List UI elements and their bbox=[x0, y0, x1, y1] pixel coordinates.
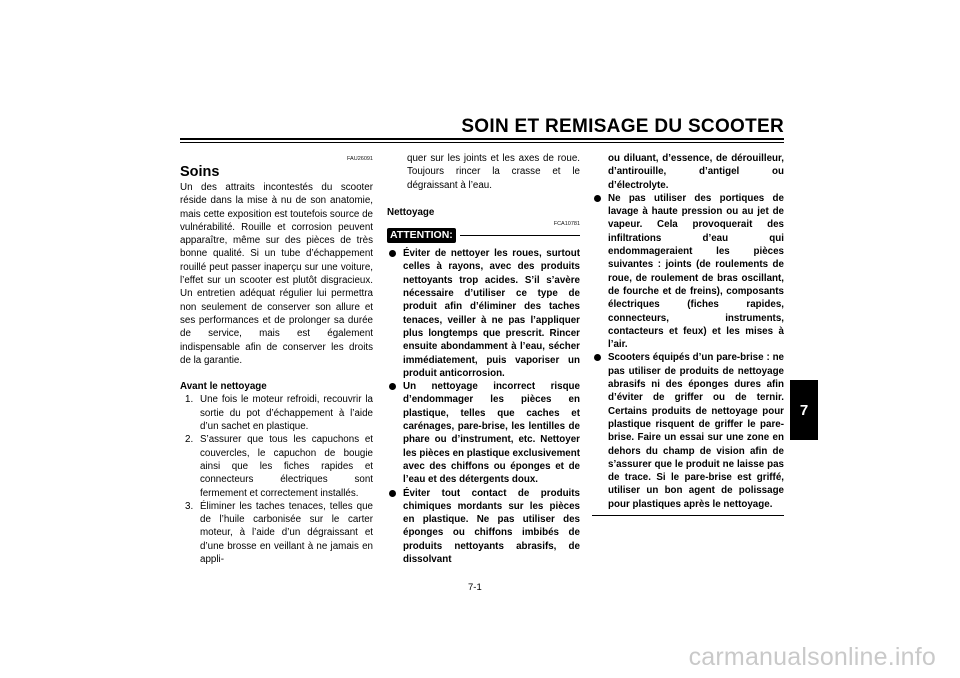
title-rule-thin bbox=[180, 142, 784, 143]
step-continuation: quer sur les joints et les axes de roue. Toujours rincer la crasse et le dégraissant à l’eau. bbox=[407, 153, 580, 191]
subheading-cleaning: Nettoyage bbox=[387, 206, 435, 218]
caution-code: FCA10781 bbox=[553, 221, 580, 228]
list-item: 3. Éliminer les taches tenaces, telles que de l’huile carbonisée sur le carter moteur, à l’aide d’un dégraissant et d’une brosse en veillant à ne jamais en appli- bbox=[185, 500, 373, 566]
bullet-icon bbox=[594, 354, 601, 361]
bullet-icon bbox=[389, 383, 396, 390]
bullet-icon bbox=[389, 250, 396, 257]
bullet-icon bbox=[389, 490, 396, 497]
column-3 bbox=[592, 152, 784, 516]
caution-list bbox=[387, 247, 580, 566]
attention-label: ATTENTION: bbox=[387, 228, 456, 243]
watermark: carmanualsonline.info bbox=[688, 643, 936, 671]
list-item: Éviter tout contact de produits chimiques mordants sur les pièces en plastique. Ne pas utiliser des éponges ou chiffons imbibés de produits nettoyants abrasifs, de dissolvant bbox=[387, 487, 580, 567]
attention-banner bbox=[387, 228, 580, 243]
list-item: Éviter de nettoyer les roues, surtout celles à rayons, avec des produits nettoyants trop acides. S’il s’avère nécessaire d’utiliser ce type de produit afin d’éliminer des taches tenaces, veiller à ne pas l’appliquer plus longtemps que prescrit. Rincer ensuite abondamment à l’eau, sécher immédiatement, puis vaporiser un produit anticorrosion. bbox=[387, 247, 580, 380]
list-item: Scooters équipés d’un pare-brise : ne pas utiliser de produits de nettoyage abrasifs ni des éponges dures afin d’éviter de griffer ou de ternir. Certains produits de nettoyage pour plastique risquent de griffer le pare-brise. Faire un essai sur une zone en dehors du champ de vision afin de s’assurer que le produit ne laisse pas de trace. Si le pare-brise est griffé, utiliser un bon agent de polissage pour plastiques après le nettoyage. bbox=[592, 351, 784, 511]
page-title: SOIN ET REMISAGE DU SCOOTER bbox=[461, 116, 784, 137]
column-2 bbox=[387, 152, 580, 566]
section-heading: Soins bbox=[180, 164, 220, 180]
list-item: Un nettoyage incorrect risque d’endommager les pièces en plastique, telles que caches et carénages, pare-brise, les lentilles de phare ou d’instrument, etc. Nettoyer les pièces en plastique exclusivement avec des chiffons ou éponges et de l’eau et des détergents doux. bbox=[387, 380, 580, 486]
steps-list bbox=[180, 393, 373, 566]
caution-continuation: ou diluant, d’essence, de dérouilleur, d’antirouille, d’antigel ou d’électrolyte. bbox=[608, 153, 784, 191]
column-1 bbox=[180, 156, 373, 566]
section-code: FAU26091 bbox=[347, 156, 373, 162]
list-item: Ne pas utiliser des portiques de lavage à haute pression ou au jet de vapeur. Cela provoquerait des infiltrations d’eau qui endommageraient les pièces suivantes : joints (de roulements de roue, de roulement de bras oscillant, de fourche et de freins), composants électriques (fiches rapides, connecteurs, instruments, contacteurs et feux) et les mises à l’air. bbox=[592, 192, 784, 352]
list-item: 1. Une fois le moteur refroidi, recouvrir la sortie du pot d’échappement à l’aide d’un sachet en plastique. bbox=[185, 394, 373, 433]
page-number: 7-1 bbox=[468, 582, 482, 593]
attention-rule bbox=[460, 235, 580, 236]
intro-paragraph: Un des attraits incontestés du scooter réside dans la mise à nu de son anatomie, mais cette exposition est toutefois source de vulnérabilité. Rouille et corrosion peuvent apparaître, même sur des pièces de très bonne qualité. Si un tube d’échappement rouillé peut passer inaperçu sur une voiture, l’effet sur un scooter est plutôt disgracieux. Un entretien adéquat régulier lui permettra non seulement de conserver son allure et ses performances et de prolonger sa durée de service, mais est également indispensable afin de conserver les droits de la garantie. bbox=[180, 182, 373, 366]
bullet-icon bbox=[594, 195, 601, 202]
title-rule bbox=[180, 138, 784, 140]
caution-list-continued bbox=[592, 192, 784, 511]
subheading-before-cleaning: Avant le nettoyage bbox=[180, 381, 267, 393]
chapter-tab: 7 bbox=[790, 380, 818, 440]
caution-end-rule bbox=[592, 515, 784, 516]
list-item: 2. S’assurer que tous les capuchons et couvercles, le capuchon de bougie ainsi que les fiches rapides et connecteurs électriques sont fermement et correctement installés. bbox=[185, 434, 373, 499]
